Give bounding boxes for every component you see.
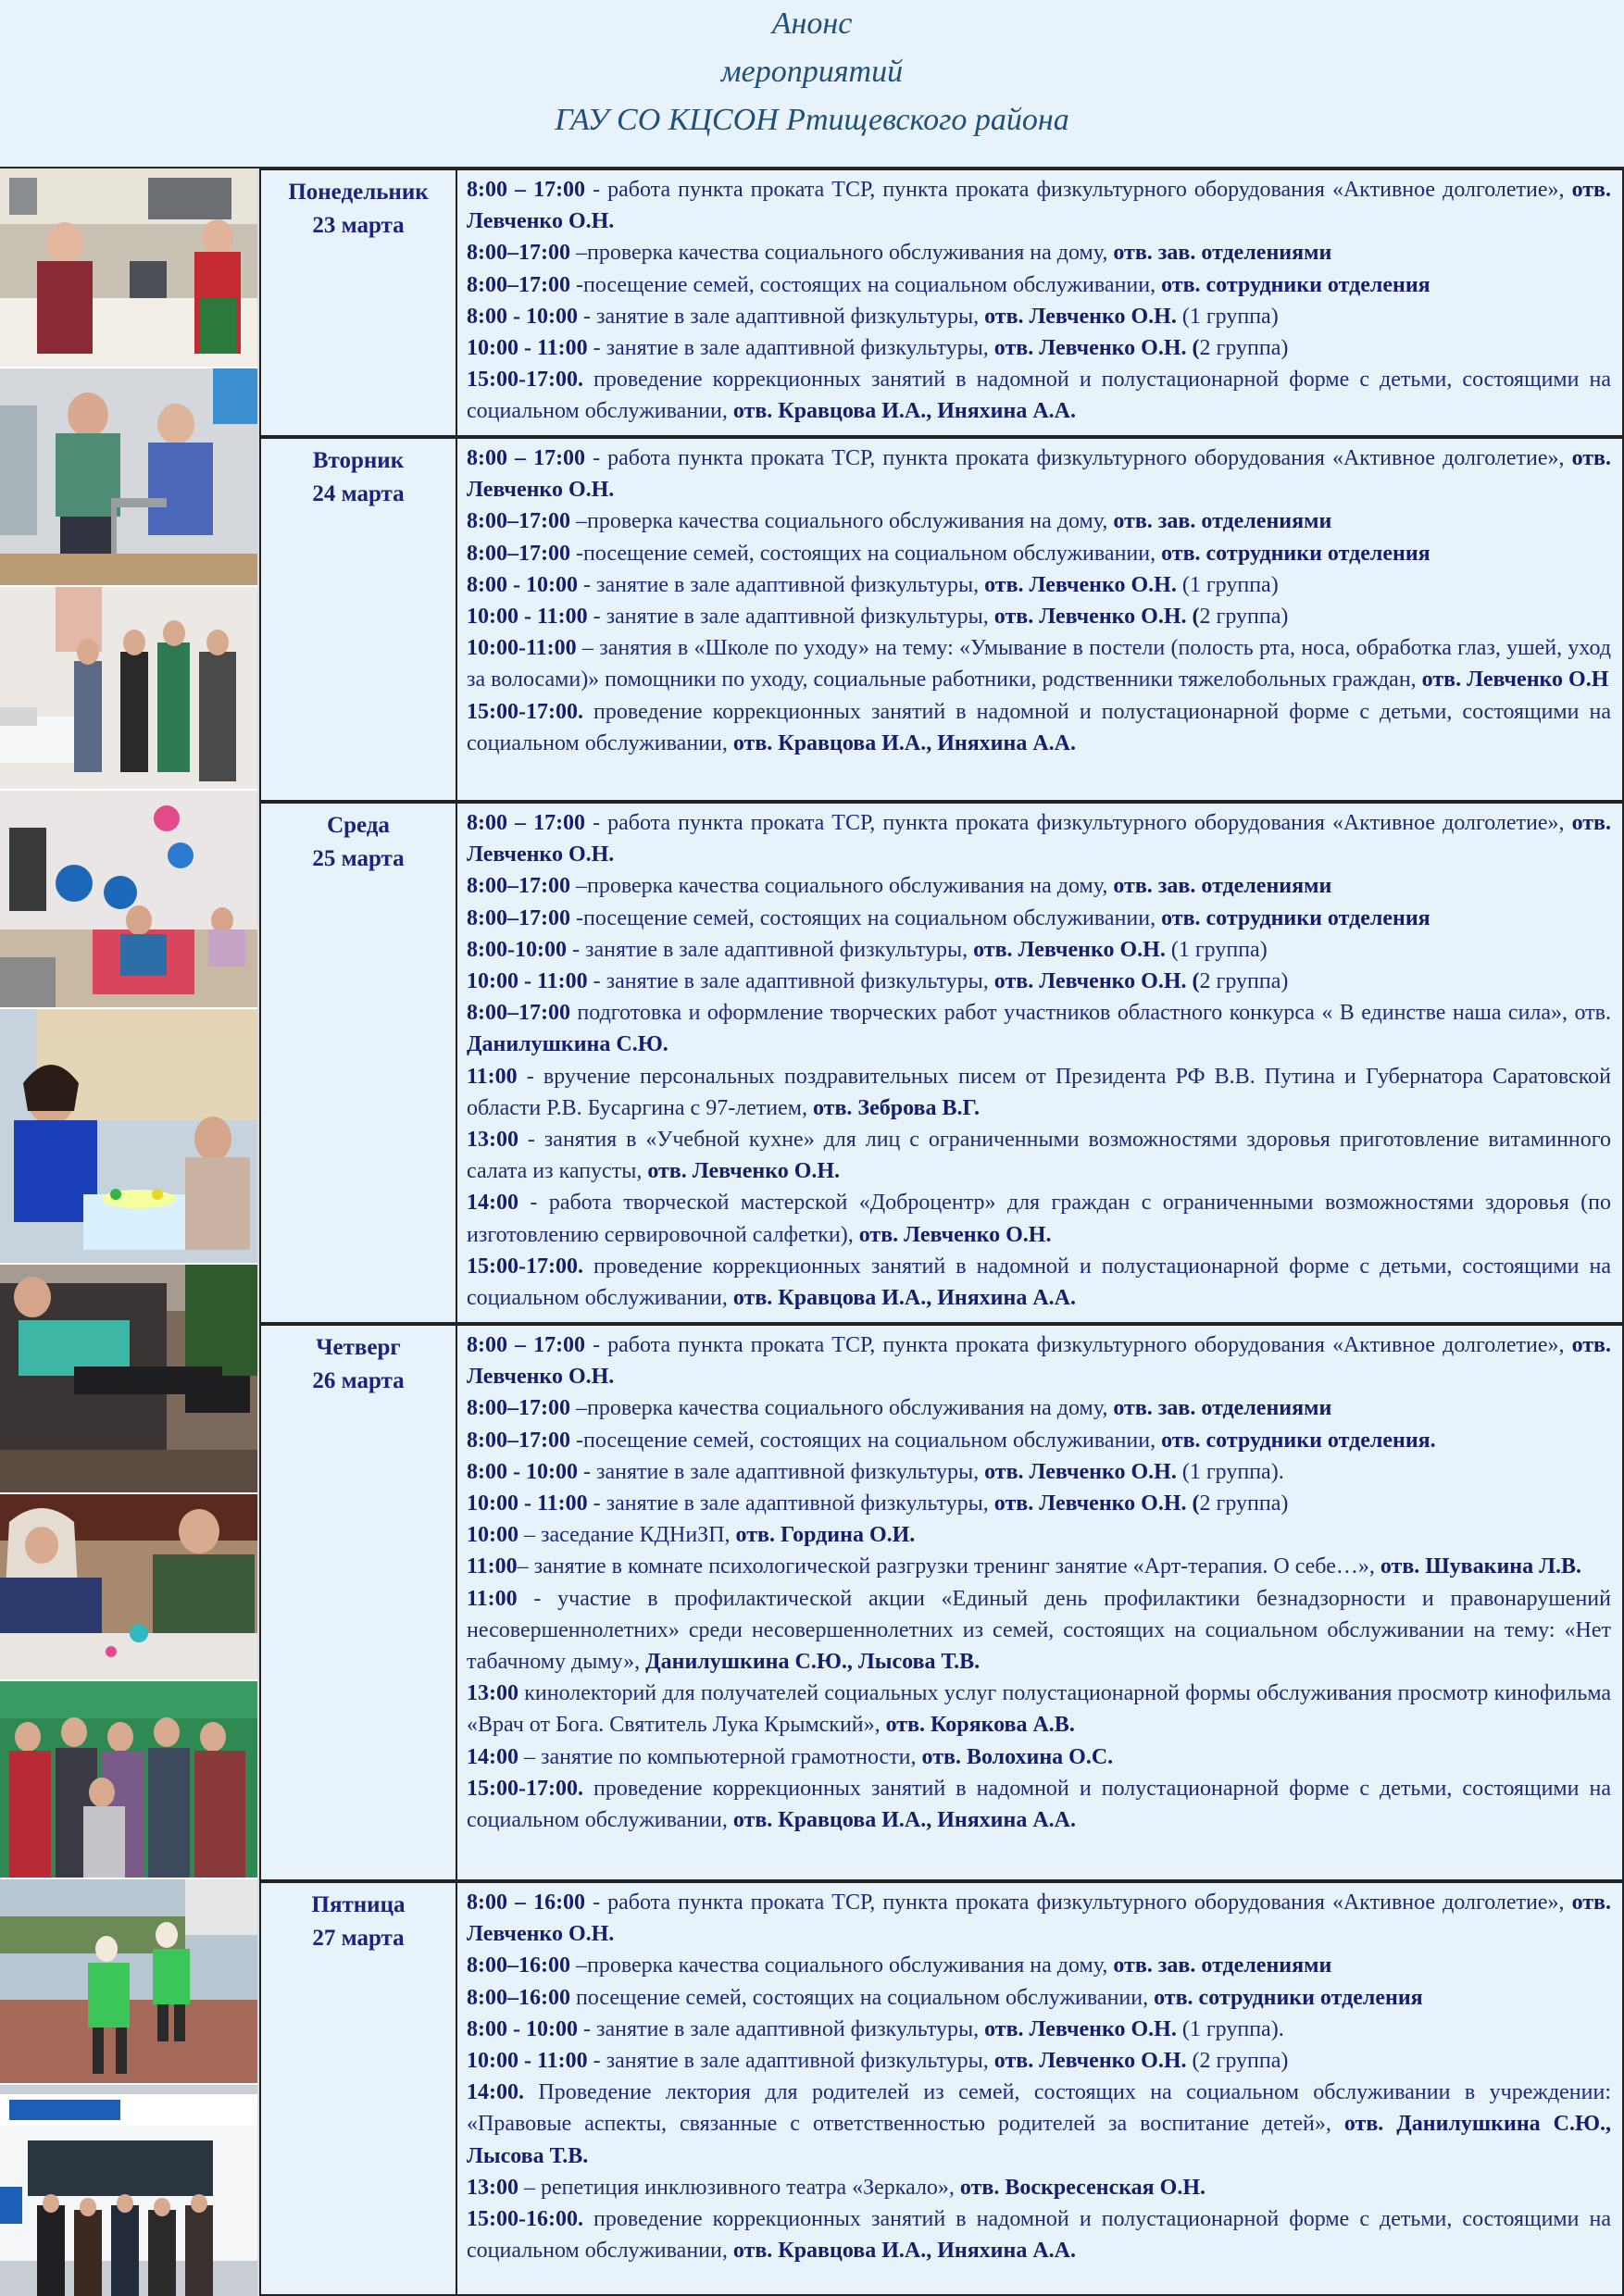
event-responsible: отв. Левченко О.Н. xyxy=(973,937,1166,962)
event-responsible: отв. Левченко О.Н. xyxy=(984,304,1177,329)
event-responsible: отв. сотрудники отделения xyxy=(1161,541,1430,566)
event-responsible: отв. Левченко О.Н. xyxy=(467,1890,1611,1947)
event-item xyxy=(467,505,1611,537)
event-item xyxy=(467,1488,1611,1519)
event-item xyxy=(467,870,1611,902)
event-time: 10:00 - 11:00 xyxy=(467,2049,588,2074)
event-responsible: отв. Волохина О.С. xyxy=(921,1744,1114,1769)
event-description: - участие в профилактической акции «Единый день профилактики безнадзорности и правонарушений несовершеннолетних» среди несовершеннолетних из семей, состоящих на социальном обслуживании на тему: «Нет табачному дыму», xyxy=(467,1586,1611,1675)
event-time: 15:00-17:00. xyxy=(467,1254,583,1279)
event-responsible: отв. Левченко О.Н. xyxy=(984,572,1177,597)
event-time: 14:00. xyxy=(467,2080,524,2105)
event-description: посещение семей, состоящих на социальном обслуживании, xyxy=(569,1985,1155,2010)
event-description: - работа пункта проката ТСР, пункта проката физкультурного оборудования «Активное долголетие», xyxy=(585,811,1572,835)
day-cell-friday xyxy=(259,1881,456,2296)
event-time: 8:00–16:00 xyxy=(467,1953,570,1978)
event-item xyxy=(467,1741,1611,1773)
event-description: - занятие в зале адаптивной физкультуры, xyxy=(577,304,985,329)
event-time: 8:00–17:00 xyxy=(467,272,570,297)
day-date: 26 марта xyxy=(312,1368,405,1393)
event-item xyxy=(467,1887,1611,1950)
event-description: проведение коррекционных занятий в надомной и полустационарной форме с детьми, состоящими на социальном обслуживании, xyxy=(467,1254,1611,1311)
event-responsible: отв. Левченко О.Н. xyxy=(647,1159,841,1184)
event-responsible: отв. Левченко О.Н xyxy=(1421,668,1609,693)
event-item xyxy=(467,1456,1611,1488)
event-time: 8:00 – 17:00 xyxy=(467,446,586,470)
event-group-note: 2 группа) xyxy=(1199,969,1289,994)
event-item xyxy=(467,1187,1611,1250)
event-item xyxy=(467,332,1611,364)
care-school-photo xyxy=(0,587,257,791)
event-item xyxy=(467,1678,1611,1741)
event-responsible: отв. Корякова А.В. xyxy=(885,1713,1075,1738)
event-item xyxy=(467,1392,1611,1424)
event-description: - работа творческой мастерской «Доброцентр» для граждан с ограниченными возможностями здоровья (по изготовлению сервировочной салфетки), xyxy=(467,1191,1611,1247)
event-description: - работа пункта проката ТСР, пункта проката физкультурного оборудования «Активное долголетие», xyxy=(585,1890,1572,1915)
event-item xyxy=(467,903,1611,934)
event-time: 8:00 – 17:00 xyxy=(467,1333,586,1357)
event-item xyxy=(467,2203,1611,2266)
event-description: кинолекторий для получателей социальных услуг полустационарной формы обслуживания просмотр кинофильма «Врач от Бога. Святитель Лука Крымский», xyxy=(467,1681,1611,1738)
event-item xyxy=(467,1519,1611,1551)
day-name: Пятница xyxy=(311,1892,406,1917)
event-responsible: отв. Кравцова И.А., Иняхина А.А. xyxy=(732,2239,1076,2264)
event-time: 10:00 - 11:00 xyxy=(467,605,588,630)
event-description: проведение коррекционных занятий в надомной и полустационарной форме с детьми, состоящими на социальном обслуживании, xyxy=(467,2207,1611,2264)
event-responsible: отв. зав. отделениями xyxy=(1113,874,1332,899)
day-cell-wednesday xyxy=(259,802,456,1324)
event-time: 8:00 - 10:00 xyxy=(467,1459,578,1484)
day-date: 25 марта xyxy=(312,846,405,871)
event-group-note: (1 группа) xyxy=(1176,304,1279,329)
event-description: подготовка и оформление творческих работ участников областного конкурса « В единстве наша сила», отв. xyxy=(569,1001,1611,1026)
event-time: 11:00 xyxy=(467,1064,518,1089)
event-responsible: отв. Левченко О.Н. ( xyxy=(993,336,1200,361)
day-date: 27 марта xyxy=(312,1926,405,1951)
events-cell-tuesday xyxy=(456,437,1624,802)
event-responsible: отв. Левченко О.Н. xyxy=(984,2016,1177,2041)
event-item xyxy=(467,2014,1611,2045)
event-item xyxy=(467,1329,1611,1392)
event-item xyxy=(467,1061,1611,1124)
event-group-note: (1 группа). xyxy=(1176,1459,1284,1484)
event-item xyxy=(467,364,1611,427)
event-description: Проведение лектория для родителей из семей, состоящих на социальном обслуживании в учреждении: «Правовые аспекты, связанные с ответственностью родителей за воспитание детей», xyxy=(467,2080,1611,2137)
event-time: 8:00 – 17:00 xyxy=(467,811,586,835)
event-item xyxy=(467,696,1611,759)
event-responsible: отв. Шувакина Л.В. xyxy=(1380,1554,1581,1579)
event-time: 15:00-17:00. xyxy=(467,1776,583,1801)
event-time: 8:00–17:00 xyxy=(467,241,570,266)
header-line-2: мероприятий xyxy=(720,55,904,89)
event-time: 8:00-10:00 xyxy=(467,937,567,962)
event-description: - занятие в зале адаптивной физкультуры, xyxy=(587,2049,994,2074)
event-description: -посещение семей, состоящих на социальном обслуживании, xyxy=(569,1428,1162,1453)
demography-bus-photo xyxy=(0,2085,257,2296)
event-time: 8:00–17:00 xyxy=(467,1001,570,1026)
event-description: - работа пункта проката ТСР, пункта проката физкультурного оборудования «Активное долголетие», xyxy=(585,178,1572,202)
event-item xyxy=(467,934,1611,966)
event-item xyxy=(467,1950,1611,1981)
event-time: 14:00 xyxy=(467,1191,518,1216)
art-therapy-photo xyxy=(0,1494,257,1681)
header-line-1: Анонс xyxy=(771,6,853,41)
event-item xyxy=(467,1251,1611,1314)
event-group-note: 2 группа) xyxy=(1199,336,1289,361)
event-description: -посещение семей, состоящих на социальном обслуживании, xyxy=(569,905,1162,930)
event-time: 13:00 xyxy=(467,2175,518,2200)
photo-column xyxy=(0,168,259,2296)
event-responsible: отв. Данилушкина С.Ю., Лысова Т.В. xyxy=(467,2112,1611,2168)
events-cell-thursday xyxy=(456,1324,1624,1881)
event-responsible: отв. Левченко О.Н. xyxy=(984,1459,1177,1484)
day-name: Четверг xyxy=(316,1335,401,1360)
event-responsible: отв. Кравцова И.А., Иняхина А.А. xyxy=(732,1286,1076,1311)
day-name: Вторник xyxy=(312,448,405,473)
gym-photo xyxy=(0,791,257,1009)
event-responsible: отв. сотрудники отделения xyxy=(1154,1985,1423,2010)
event-description: - занятие в зале адаптивной физкультуры, xyxy=(587,605,994,630)
event-responsible: отв. сотрудники отделения xyxy=(1161,272,1430,297)
page-header xyxy=(0,0,1624,168)
event-time: 15:00-17:00. xyxy=(467,699,583,724)
event-item xyxy=(467,1982,1611,2014)
event-description: –проверка качества социального обслуживания на дому, xyxy=(569,509,1114,534)
event-description: –проверка качества социального обслуживания на дому, xyxy=(569,874,1114,899)
event-responsible: отв. Левченко О.Н. ( xyxy=(993,605,1200,630)
event-description: - занятие в зале адаптивной физкультуры, xyxy=(577,2016,985,2041)
events-cell-friday xyxy=(456,1881,1624,2296)
event-responsible: отв. сотрудники отделения xyxy=(1161,905,1430,930)
day-cell-thursday xyxy=(259,1324,456,1881)
sand-therapy-photo xyxy=(0,1009,257,1265)
day-name: Понедельник xyxy=(288,180,429,205)
event-item xyxy=(467,1773,1611,1836)
event-responsible: отв. зав. отделениями xyxy=(1113,509,1332,534)
events-cell-monday xyxy=(456,168,1624,437)
event-description: -посещение семей, состоящих на социальном обслуживании, xyxy=(569,541,1162,566)
event-responsible: отв. Левченко О.Н. xyxy=(467,1333,1611,1390)
event-responsible: отв. Кравцова И.А., Иняхина А.А. xyxy=(732,399,1076,424)
event-description: - работа пункта проката ТСР, пункта проката физкультурного оборудования «Активное долголетие», xyxy=(585,1333,1572,1357)
event-group-note: (1 группа). xyxy=(1176,2016,1284,2041)
event-group-note: 2 группа) xyxy=(1199,605,1289,630)
massage-chair-photo xyxy=(0,1265,257,1494)
event-time: 10:00-11:00 xyxy=(467,636,577,661)
event-time: 10:00 xyxy=(467,1523,518,1548)
event-description: - работа пункта проката ТСР, пункта проката физкультурного оборудования «Активное долголетие», xyxy=(585,446,1572,470)
event-responsible: отв. Левченко О.Н. xyxy=(467,446,1611,503)
event-description: - занятие в зале адаптивной физкультуры, xyxy=(577,572,985,597)
event-item xyxy=(467,807,1611,870)
event-time: 10:00 - 11:00 xyxy=(467,336,588,361)
group-photo xyxy=(0,1681,257,1879)
event-item xyxy=(467,2172,1611,2203)
day-date: 24 марта xyxy=(312,481,405,506)
header-line-3: ГАУ СО КЦСОН Ртищевского района xyxy=(555,103,1069,137)
event-responsible: отв. зав. отделениями xyxy=(1113,241,1332,266)
event-description: проведение коррекционных занятий в надомной и полустационарной форме с детьми, состоящими на социальном обслуживании, xyxy=(467,1776,1611,1833)
event-time: 8:00 - 10:00 xyxy=(467,304,578,329)
event-description: - занятие в зале адаптивной физкультуры, xyxy=(566,937,974,962)
event-description: - занятие в зале адаптивной физкультуры, xyxy=(587,1491,994,1516)
event-responsible: отв. зав. отделениями xyxy=(1113,1953,1332,1978)
event-description: – занятие в комнате психологической разгрузки тренинг занятие «Арт-терапия. О себе…», xyxy=(517,1554,1380,1579)
event-time: 8:00–17:00 xyxy=(467,509,570,534)
events-cell-wednesday xyxy=(456,802,1624,1324)
event-responsible: Данилушкина С.Ю., Лысова Т.В. xyxy=(645,1650,981,1675)
event-responsible: отв. Левченко О.Н. xyxy=(993,2049,1187,2074)
event-responsible: Данилушкина С.Ю. xyxy=(467,1032,668,1057)
event-item xyxy=(467,443,1611,505)
event-responsible: отв. Левченко О.Н. xyxy=(858,1222,1052,1247)
day-cell-monday xyxy=(259,168,456,437)
event-responsible: отв. Левченко О.Н. ( xyxy=(993,1491,1200,1516)
event-description: - занятие в зале адаптивной физкультуры, xyxy=(587,336,994,361)
event-item xyxy=(467,966,1611,997)
event-responsible: отв. Гордина О.И. xyxy=(735,1523,916,1548)
event-description: –проверка качества социального обслуживания на дому, xyxy=(569,241,1114,266)
event-item xyxy=(467,301,1611,332)
event-time: 15:00-16:00. xyxy=(467,2207,583,2232)
event-time: 8:00–16:00 xyxy=(467,1985,570,2010)
event-time: 8:00–17:00 xyxy=(467,1428,570,1453)
event-item xyxy=(467,538,1611,569)
day-name: Среда xyxy=(327,813,390,838)
event-time: 8:00–17:00 xyxy=(467,874,570,899)
event-group-note: 2 группа) xyxy=(1199,1491,1289,1516)
event-description: –проверка качества социального обслуживания на дому, xyxy=(569,1953,1114,1978)
event-time: 14:00 xyxy=(467,1744,518,1769)
event-description: проведение коррекционных занятий в надомной и полустационарной форме с детьми, состоящими на социальном обслуживании, xyxy=(467,368,1611,424)
event-description: - занятие в зале адаптивной физкультуры, xyxy=(577,1459,985,1484)
event-item xyxy=(467,1124,1611,1187)
event-item xyxy=(467,632,1611,695)
event-time: 8:00 - 10:00 xyxy=(467,2016,578,2041)
event-item xyxy=(467,601,1611,632)
day-date: 23 марта xyxy=(312,213,405,238)
event-time: 8:00–17:00 xyxy=(467,541,570,566)
event-responsible: отв. сотрудники отделения. xyxy=(1161,1428,1436,1453)
event-responsible: отв. Кравцова И.А., Иняхина А.А. xyxy=(732,1808,1076,1833)
event-group-note: (1 группа) xyxy=(1165,937,1268,962)
event-item xyxy=(467,1425,1611,1456)
event-item xyxy=(467,269,1611,301)
event-responsible: отв. зав. отделениями xyxy=(1113,1396,1332,1421)
event-description: – занятия в «Школе по уходу» на тему: «Умывание в постели (полость рта, носа, обработка глаз, ушей, уход за волосами)» помощники по уходу, социальные работники, родственники тяжелобольных граждан, xyxy=(467,636,1611,693)
event-description: – занятие по компьютерной грамотности, xyxy=(518,1744,922,1769)
event-time: 8:00–17:00 xyxy=(467,1396,570,1421)
event-description: - вручение персональных поздравительных писем от Президента РФ В.В. Путина и Губернатора Саратовской области Р.В. Бусаргина с 97-летием, xyxy=(467,1064,1611,1120)
event-responsible: отв. Кравцова И.А., Иняхина А.А. xyxy=(732,730,1076,755)
event-time: 13:00 xyxy=(467,1128,518,1153)
event-time: 8:00 – 17:00 xyxy=(467,178,586,202)
event-description: – заседание КДНиЗП, xyxy=(518,1523,736,1548)
event-group-note: (1 группа) xyxy=(1176,572,1279,597)
event-responsible: отв. Левченко О.Н. xyxy=(467,178,1611,234)
event-responsible: отв. Зеброва В.Г. xyxy=(813,1095,981,1120)
event-description: – репетиция инклюзивного театра «Зеркало», xyxy=(518,2175,960,2200)
event-description: -посещение семей, состоящих на социальном обслуживании, xyxy=(569,272,1162,297)
walking-photo xyxy=(0,1879,257,2085)
event-item xyxy=(467,1551,1611,1582)
event-time: 15:00-17:00. xyxy=(467,368,583,393)
day-cell-tuesday xyxy=(259,437,456,802)
event-responsible: отв. Левченко О.Н. ( xyxy=(993,969,1200,994)
event-time: 8:00–17:00 xyxy=(467,905,570,930)
event-time: 13:00 xyxy=(467,1681,518,1706)
event-time: 8:00 - 10:00 xyxy=(467,572,578,597)
event-item xyxy=(467,174,1611,237)
event-time: 10:00 - 11:00 xyxy=(467,1491,588,1516)
event-responsible: отв. Воскресенская О.Н. xyxy=(959,2175,1206,2200)
event-item xyxy=(467,2045,1611,2077)
event-description: проведение коррекционных занятий в надомной и полустационарной форме с детьми, состоящими на социальном обслуживании, xyxy=(467,699,1611,755)
event-item xyxy=(467,2077,1611,2172)
kitchen-photo xyxy=(0,168,257,368)
equipment-photo xyxy=(0,368,257,587)
event-time: 11:00 xyxy=(467,1586,518,1611)
event-responsible: отв. Левченко О.Н. xyxy=(467,811,1611,867)
event-time: 8:00 – 16:00 xyxy=(467,1890,586,1915)
event-time: 11:00 xyxy=(467,1554,518,1579)
event-description: –проверка качества социального обслуживания на дому, xyxy=(569,1396,1114,1421)
event-description: - занятие в зале адаптивной физкультуры, xyxy=(587,969,994,994)
event-group-note: (2 группа) xyxy=(1186,2049,1289,2074)
event-time: 10:00 - 11:00 xyxy=(467,969,588,994)
event-item xyxy=(467,237,1611,268)
event-item xyxy=(467,569,1611,601)
event-description: - занятия в «Учебной кухне» для лиц с ограниченными возможностями здоровья приготовление витаминного салата из капусты, xyxy=(467,1128,1611,1184)
event-item xyxy=(467,1583,1611,1678)
event-item xyxy=(467,997,1611,1060)
